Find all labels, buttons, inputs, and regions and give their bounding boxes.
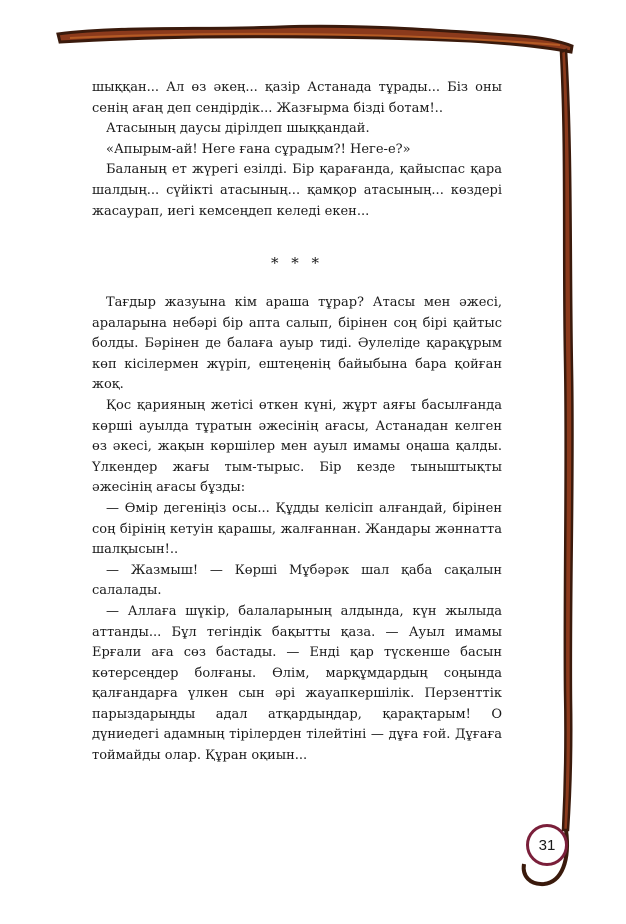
paragraph: «Апырым-ай! Неге ғана сұрадым?! Неге-е?» — [106, 141, 411, 157]
paragraph: — Жазмыш! — Көрші Мұбәрәк шал қаба сақалын салалады. — [92, 562, 502, 599]
paragraph: шыққан... Ал өз әкең... қазір Астанада тұрады... Біз оны сенің ағаң деп сендірдік... Жазғырма бізді ботам!.. — [92, 80, 502, 116]
text-section-1 — [92, 78, 502, 222]
right-brush-stroke — [561, 50, 573, 830]
paragraph: Қос қарияның жетісі өткен күні, жұрт аяғы басылғанда көрші ауылда тұратын әжесінің ағасы, Астанадан келген өз әкесі, жақын көршілер мен ауыл имамы оңаша қалды. Үлкендер жағы тым-тырыс. Бір кезде тыныштықты әжесінің ағасы бұзды: — [92, 397, 502, 496]
paragraph: Тағдыр жазуына кім араша тұрар? Атасы мен әжесі, араларына небәрі бір апта салып, бірінен соң бірі қайтыс болды. Бәрінен де балаға ауыр тиді. Әулеліде қарақұрым көп кісілермен жүріп, ештеңенің байыбына бара қойған жоқ. — [92, 295, 502, 393]
paragraph: Атасының даусы дірілдеп шыққандай. — [106, 121, 370, 137]
top-brush-stroke — [58, 26, 572, 52]
paragraph: — Өмір дегеніңіз осы... Құдды келісіп алғандай, бірінен соң бірінің кетуін қарашы, жалғаннан. Жандары жәннатта шалқысын!.. — [92, 500, 502, 558]
page-number: 31 — [526, 824, 568, 866]
paragraph: Баланың ет жүрегі езілді. Бір қарағанда, қайыспас қара шалдың... сүйікті атасының... қамқор атасының... көздері жасаурап, иегі кемсеңдеп келеді екен... — [92, 162, 502, 219]
section-separator: * * * — [270, 254, 324, 272]
text-section-2 — [92, 293, 502, 767]
paragraph: — Аллаға шүкір, балаларының алдында, күн жылыда аттанды... Бұл тегіндік бақытты қаза. — Ауыл имамы Ерғали аға сөз бастады. — Енді қар түскенше басын көтерсеңдер болғаны. Өлім, марқұмдардың соңында қалғандарға үлкен сын әрі жауапкершілік. Перзенттік парыздарыңды адал атқардыңдар, қарақтарым! О дүниедегі адамның тірілерден тілейтіні — дұға ғой. Дұғаға тоймайды олар. Құран оқиын... — [92, 603, 502, 764]
